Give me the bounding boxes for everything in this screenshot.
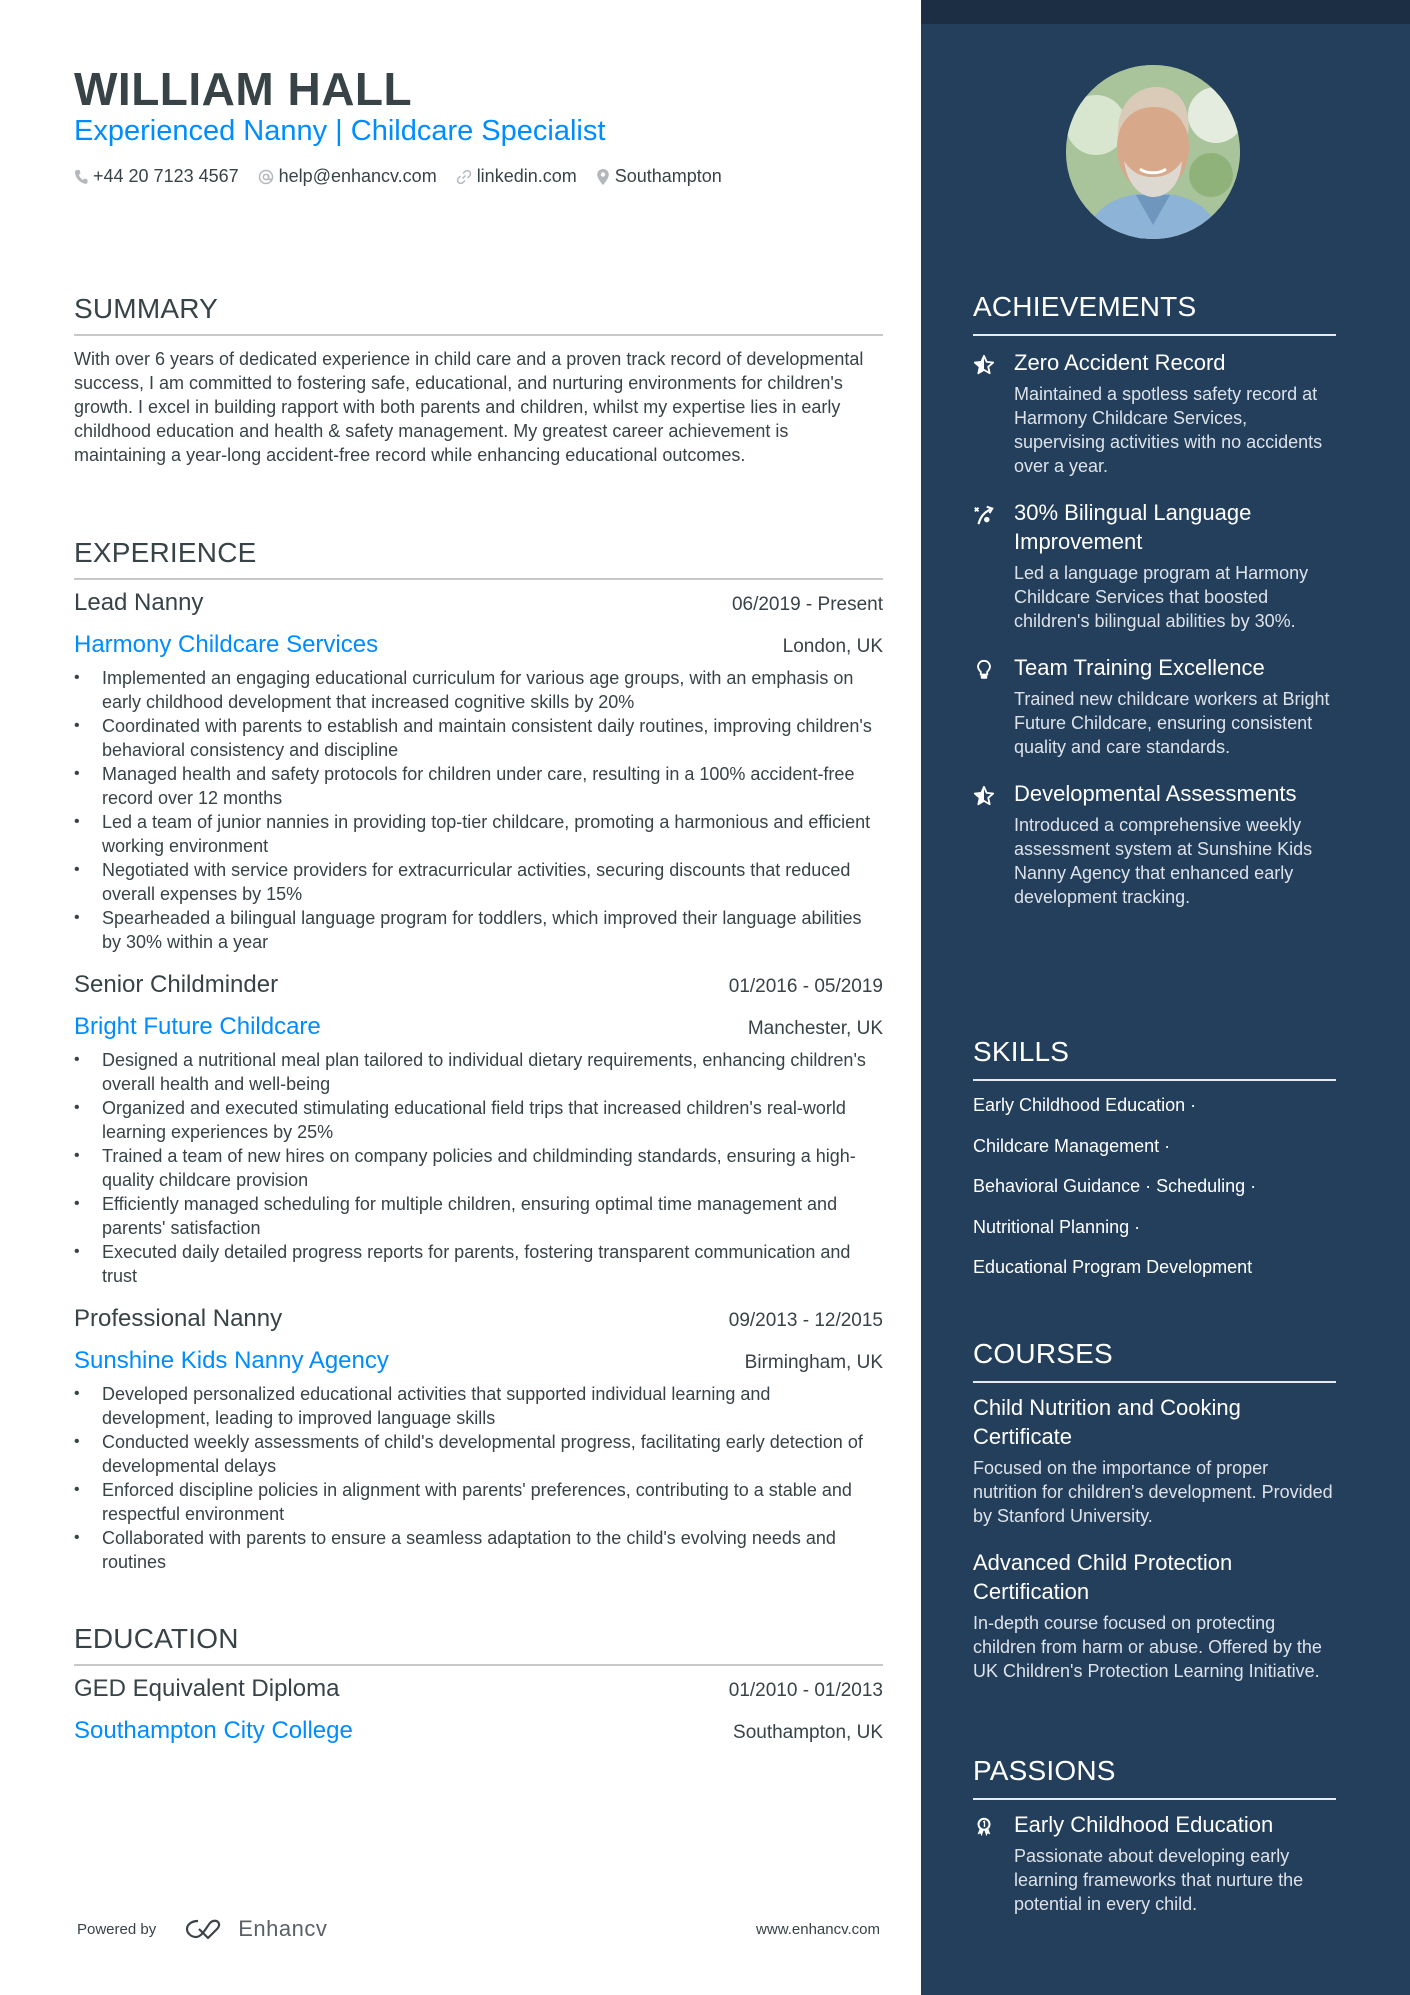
skill-line: Educational Program Development [973,1257,1253,1277]
skills-heading: SKILLS [973,1036,1070,1067]
star-icon [973,354,995,376]
job-title: Professional Nanny [74,1305,283,1332]
contact-linkedin-text: linkedin.com [476,166,577,186]
skills-divider [973,1079,1336,1081]
job-bullets [74,666,883,954]
at-icon [258,169,274,185]
skill-line: Early Childhood Education · [973,1095,1197,1115]
course-item [973,1548,1336,1683]
course-description: In-depth course focused on protecting children from harm or abuse. Offered by the UK Children's Protection Learning Initiative. [973,1613,1322,1681]
profile-photo-icon [1066,65,1240,239]
school-location: Southampton, UK [733,1722,883,1743]
achievement-description: Led a language program at Harmony Childcare Services that boosted children's bilingual abilities by 30%. [1014,563,1309,631]
achievement-item [973,653,1336,759]
degree: GED Equivalent Diploma [74,1675,340,1702]
education-section [74,1622,883,1750]
passions-heading: PASSIONS [973,1755,1116,1786]
passions-divider [973,1798,1336,1800]
job-company[interactable]: Bright Future Childcare [74,1013,321,1040]
award-ribbon-icon [973,1816,995,1838]
bullet-item: • Negotiated with service providers for extracurricular activities, securing discounts that reduced overall expenses by 15% [74,858,883,906]
course-title: Child Nutrition and Cooking Certificate [973,1395,1241,1449]
school-name[interactable]: Southampton City College [74,1717,353,1744]
job-dates: 09/2013 - 12/2015 [728,1310,883,1331]
sidebar-top-band [921,0,1410,24]
job-dates: 06/2019 - Present [731,594,883,615]
courses-divider [973,1381,1336,1383]
achievement-description: Maintained a spotless safety record at Harmony Childcare Services, supervising activities with no accidents over a year. [1014,384,1323,476]
passion-description: Passionate about developing early learning frameworks that nurture the potential in every child. [1014,1846,1304,1914]
education-dates: 01/2010 - 01/2013 [728,1680,883,1701]
job-company[interactable]: Sunshine Kids Nanny Agency [74,1347,389,1374]
bullet-item: • Implemented an engaging educational curriculum for various age groups, with an emphasis on early childhood development that increased cognitive skills by 20% [74,666,883,714]
bullet-item: • Coordinated with parents to establish and maintain consistent daily routines, improving children's behavioral consistency and discipline [74,714,883,762]
summary-heading: SUMMARY [74,293,219,324]
location-pin-icon [596,168,610,186]
job-location: Birmingham, UK [744,1352,883,1373]
achievements-section [973,290,1336,909]
enhancv-brand-text: Enhancv [238,1916,328,1941]
education-entry [74,1672,883,1750]
candidate-name: WILLIAM HALL [74,63,413,115]
skill-line: Childcare Management · [973,1135,1171,1156]
skill-line: Behavioral Guidance · Scheduling · [973,1176,1257,1196]
summary-text: With over 6 years of dedicated experience in child care and a proven track record of developmental success, I am committed to fostering safe, educational, and nurturing environments for children's growth. I excel in building rapport with both parents and children, whilst my expertise lies in early childhood education and health & safety management. My greatest career achievement is maintaining a year-long accident-free record while enhancing educational outcomes. [74,349,864,465]
summary-section [74,292,883,467]
star-icon [973,785,995,807]
bullet-item: • Designed a nutritional meal plan tailored to individual dietary requirements, enhancing children's overall health and well-being [74,1048,883,1096]
job-bullets [74,1382,883,1574]
bullet-item: • Led a team of junior nannies in providing top-tier childcare, promoting a harmonious and efficient working environment [74,810,883,858]
bullet-item: • Spearheaded a bilingual language program for toddlers, which improved their language abilities by 30% within a year [74,906,883,954]
strategy-icon [973,504,995,526]
courses-heading: COURSES [973,1338,1113,1369]
enhancv-logo-icon [184,1917,230,1941]
job-location: Manchester, UK [747,1018,883,1039]
footer [77,1914,880,1944]
course-description: Focused on the importance of proper nutrition for children's development. Provided by Stanford University. [973,1458,1333,1526]
contact-location-text: Southampton [614,166,722,186]
job-dates: 01/2016 - 05/2019 [728,976,883,997]
bullet-item: • Executed daily detailed progress reports for parents, fostering transparent communication and trust [74,1240,883,1288]
passion-item [973,1810,1336,1916]
passion-title: Early Childhood Education [1014,1812,1274,1837]
bullet-item: • Managed health and safety protocols for children under care, resulting in a 100% accident-free record over 12 months [74,762,883,810]
job-bullets [74,1048,883,1288]
bullet-item: • Enforced discipline policies in alignment with parents' preferences, contributing to a stable and respectful environment [74,1478,883,1526]
contact-email-text: help@enhancv.com [278,166,437,186]
skills-section [973,1035,1336,1296]
experience-divider [74,578,883,580]
bullet-item: • Trained a team of new hires on company policies and childminding standards, ensuring a high-quality childcare provision [74,1144,883,1192]
achievement-item [973,779,1336,909]
contact-linkedin[interactable] [456,166,577,187]
enhancv-logo[interactable] [184,1916,327,1942]
powered-by [77,1916,327,1942]
achievement-title: Developmental Assessments [1014,781,1297,806]
skill-line: Nutritional Planning · [973,1216,1141,1237]
bullet-item: • Conducted weekly assessments of child's developmental progress, facilitating early detection of developmental delays [74,1430,883,1478]
powered-by-label: Powered by [77,1920,157,1938]
contact-phone-text: +44 20 7123 4567 [93,166,239,186]
candidate-headline: Experienced Nanny | Childcare Specialist [74,115,606,147]
job-title: Lead Nanny [74,589,204,616]
lightbulb-icon [973,659,995,681]
contact-phone[interactable] [74,166,239,187]
achievement-item [973,498,1336,633]
phone-icon [74,169,88,185]
job-entry [74,968,883,1288]
bullet-item: • Developed personalized educational activities that supported individual learning and development, leading to improved language skills [74,1382,883,1430]
passions-section [973,1754,1336,1916]
experience-section [74,536,883,1574]
bullet-item: • Collaborated with parents to ensure a seamless adaptation to the child's evolving needs and routines [74,1526,883,1574]
achievement-description: Trained new childcare workers at Bright Future Childcare, ensuring consistent quality and care standards. [1014,689,1330,757]
link-icon [456,169,472,185]
job-location: London, UK [782,636,883,657]
footer-url[interactable]: www.enhancv.com [756,1920,880,1938]
achievement-title: Zero Accident Record [1014,350,1226,375]
achievements-divider [973,334,1336,336]
education-heading: EDUCATION [74,1623,239,1654]
course-item [973,1393,1336,1528]
profile-photo [1066,65,1240,239]
achievement-item [973,348,1336,478]
contact-location [596,166,722,187]
job-company[interactable]: Harmony Childcare Services [74,631,379,658]
achievement-title: Team Training Excellence [1014,655,1265,680]
job-entry [74,586,883,954]
courses-section [973,1337,1336,1683]
contact-email[interactable] [258,166,437,187]
skills-list [973,1093,1336,1296]
education-divider [74,1664,883,1666]
experience-heading: EXPERIENCE [74,537,257,568]
job-entry [74,1302,883,1574]
contact-bar [74,166,741,187]
bullet-item: • Organized and executed stimulating educational field trips that increased children's real-world learning experiences by 25% [74,1096,883,1144]
summary-divider [74,334,883,336]
achievements-heading: ACHIEVEMENTS [973,291,1197,322]
sidebar [921,0,1410,1995]
job-title: Senior Childminder [74,971,279,998]
course-title: Advanced Child Protection Certification [973,1550,1233,1604]
bullet-item: • Efficiently managed scheduling for multiple children, ensuring optimal time management and parents' satisfaction [74,1192,883,1240]
achievement-title: 30% Bilingual Language Improvement [1014,500,1252,554]
achievement-description: Introduced a comprehensive weekly assessment system at Sunshine Kids Nanny Agency that enhanced early development tracking. [1014,815,1313,907]
